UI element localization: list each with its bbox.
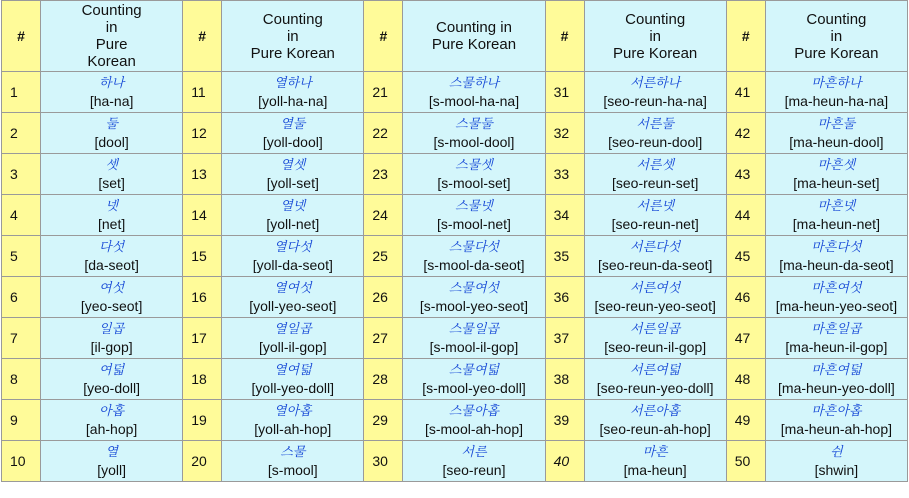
number-cell <box>726 318 765 359</box>
romanization: [s-mool-set] <box>437 174 511 191</box>
number-cell <box>545 195 584 236</box>
korean-word: 서른둘 <box>636 116 675 132</box>
korean-word: 스물 <box>280 444 306 460</box>
number-value: 50 <box>734 453 751 469</box>
korean-word: 스물하나 <box>448 75 500 91</box>
word-cell <box>403 236 545 277</box>
header-number-cell: # <box>364 1 403 72</box>
korean-word: 마흔둘 <box>817 116 856 132</box>
number-value: 27 <box>372 330 388 346</box>
word-cell <box>222 195 364 236</box>
romanization: [seo-reun-il-gop] <box>604 338 707 355</box>
romanization: [seo-reun-da-seot] <box>597 256 713 273</box>
header-title-line: in <box>105 19 118 36</box>
word-cell <box>222 113 364 154</box>
number-value: 45 <box>734 248 751 264</box>
korean-word: 열일곱 <box>273 321 312 337</box>
number-cell <box>183 400 222 441</box>
number-cell <box>183 441 222 482</box>
romanization: [dool] <box>94 133 129 150</box>
number-cell <box>545 359 584 400</box>
word-cell <box>584 113 726 154</box>
romanization: [s-mool-il-gop] <box>429 338 519 355</box>
word-cell <box>584 195 726 236</box>
korean-word: 마흔여덟 <box>811 362 862 378</box>
header-title-cell <box>41 1 183 72</box>
header-title-line: in <box>286 27 299 45</box>
romanization: [ma-heun-ah-hop] <box>780 420 893 437</box>
number-value: 25 <box>372 248 388 264</box>
word-cell <box>403 113 545 154</box>
korean-word: 다섯 <box>99 239 125 255</box>
number-value: 42 <box>734 125 751 141</box>
header-number-cell: # <box>183 1 222 72</box>
romanization: [set] <box>98 174 125 191</box>
number-cell <box>364 400 403 441</box>
number-value: 14 <box>191 207 207 223</box>
number-value: 39 <box>553 412 570 428</box>
number-value: 38 <box>553 371 570 387</box>
romanization: [net] <box>97 215 126 232</box>
number-cell <box>183 72 222 113</box>
romanization: [seo-reun-net] <box>611 215 699 232</box>
number-value: 30 <box>372 453 388 469</box>
korean-word: 여덟 <box>99 362 125 378</box>
romanization: [yeo-seot] <box>80 297 143 314</box>
header-title-line: Pure <box>95 36 128 53</box>
korean-word: 서른여덟 <box>630 362 681 378</box>
word-cell <box>222 359 364 400</box>
header-number-cell: # <box>2 1 41 72</box>
word-cell <box>584 236 726 277</box>
romanization: [ma-heun-net] <box>792 215 880 232</box>
number-cell <box>545 277 584 318</box>
romanization: [ah-hop] <box>85 420 138 437</box>
korean-word: 일곱 <box>99 321 125 337</box>
number-cell <box>726 195 765 236</box>
romanization: [yeo-doll] <box>83 379 141 396</box>
romanization: [ma-heun] <box>623 461 687 478</box>
word-cell <box>765 236 907 277</box>
korean-word: 스물일곱 <box>448 321 500 337</box>
word-cell <box>403 359 545 400</box>
word-cell <box>765 154 907 195</box>
romanization: [yoll-da-seot] <box>252 256 333 273</box>
romanization: [yoll-ha-na] <box>258 92 328 109</box>
number-value: 11 <box>191 84 206 100</box>
romanization: [seo-reun-ha-na] <box>603 92 707 109</box>
number-cell <box>2 277 41 318</box>
number-cell <box>726 441 765 482</box>
word-cell <box>765 277 907 318</box>
word-cell <box>222 441 364 482</box>
table-row <box>2 400 908 441</box>
table-row <box>2 113 908 154</box>
korean-word: 스물둘 <box>455 116 493 132</box>
table-row <box>2 318 908 359</box>
number-cell <box>2 441 41 482</box>
number-value: 1 <box>10 84 18 100</box>
word-cell <box>41 400 183 441</box>
korean-word: 서른하나 <box>630 75 681 91</box>
number-cell <box>364 113 403 154</box>
table-row <box>2 154 908 195</box>
number-cell <box>726 154 765 195</box>
number-cell <box>545 441 584 482</box>
word-cell <box>41 441 183 482</box>
number-value: 48 <box>734 371 751 387</box>
number-cell <box>2 195 41 236</box>
number-value: 2 <box>10 125 18 141</box>
number-cell <box>545 113 584 154</box>
romanization: [yoll] <box>97 461 126 478</box>
table-row <box>2 359 908 400</box>
number-value: 44 <box>734 207 751 223</box>
romanization: [shwin] <box>814 461 859 478</box>
romanization: [yoll-yeo-doll] <box>251 379 335 396</box>
header-title-cell <box>403 1 545 72</box>
number-cell <box>183 236 222 277</box>
romanization: [ma-heun-dool] <box>789 133 884 150</box>
number-value: 29 <box>372 412 388 428</box>
korean-word: 서른여섯 <box>630 280 681 296</box>
number-cell <box>726 113 765 154</box>
number-cell <box>726 277 765 318</box>
word-cell <box>765 113 907 154</box>
header-title-line: in <box>649 27 662 45</box>
word-cell <box>765 441 907 482</box>
word-cell <box>41 113 183 154</box>
word-cell <box>41 318 183 359</box>
number-cell <box>364 154 403 195</box>
number-cell <box>364 441 403 482</box>
header-title-cell <box>222 1 364 72</box>
word-cell <box>41 72 183 113</box>
romanization: [s-mool-yeo-seot] <box>419 297 529 314</box>
word-cell <box>403 154 545 195</box>
number-cell <box>364 72 403 113</box>
number-cell <box>545 318 584 359</box>
number-cell <box>364 195 403 236</box>
korean-word: 서른아홉 <box>630 403 681 419</box>
number-cell <box>545 400 584 441</box>
romanization: [ma-heun-il-gop] <box>785 338 888 355</box>
word-cell <box>765 359 907 400</box>
number-value: 49 <box>734 412 751 428</box>
number-cell <box>726 359 765 400</box>
word-cell <box>765 318 907 359</box>
korean-word: 둘 <box>105 116 118 132</box>
word-cell <box>765 400 907 441</box>
number-value: 41 <box>734 84 751 100</box>
header-title-line: Counting <box>625 10 686 28</box>
korean-word: 스물아홉 <box>448 403 500 419</box>
romanization: [s-mool-ah-hop] <box>424 420 523 437</box>
word-cell <box>222 72 364 113</box>
header-title-line: in <box>830 27 843 45</box>
word-cell <box>403 72 545 113</box>
romanization: [seo-reun-set] <box>611 174 699 191</box>
number-value: 3 <box>10 166 18 182</box>
word-cell <box>222 154 364 195</box>
number-value: 22 <box>372 125 388 141</box>
korean-word: 마흔여섯 <box>811 280 862 296</box>
number-cell <box>726 236 765 277</box>
number-value: 43 <box>734 166 751 182</box>
table-row <box>2 72 908 113</box>
korean-word: 열아홉 <box>273 403 312 419</box>
word-cell <box>403 195 545 236</box>
korean-word: 열넷 <box>280 198 306 214</box>
number-cell <box>364 277 403 318</box>
word-cell <box>41 154 183 195</box>
romanization: [yoll-yeo-seot] <box>249 297 337 314</box>
romanization: [s-mool] <box>267 461 318 478</box>
number-value: 24 <box>372 207 388 223</box>
korean-word: 마흔하나 <box>811 75 862 91</box>
number-cell <box>2 359 41 400</box>
korean-word: 서른다섯 <box>630 239 681 255</box>
number-value: 15 <box>191 248 207 264</box>
number-cell <box>545 72 584 113</box>
romanization: [da-seot] <box>84 256 139 273</box>
korean-word: 스물넷 <box>455 198 493 214</box>
number-value: 5 <box>10 248 18 264</box>
korean-word: 서른 <box>461 444 487 460</box>
number-value: 47 <box>734 330 751 346</box>
number-value: 23 <box>372 166 388 182</box>
header-title-line: Counting in <box>436 19 512 36</box>
word-cell <box>403 277 545 318</box>
header-row <box>2 1 908 72</box>
number-value: 19 <box>191 412 207 428</box>
number-value: 7 <box>10 330 18 346</box>
korean-word: 아홉 <box>99 403 125 419</box>
romanization: [s-mool-net] <box>437 215 511 232</box>
number-value: 36 <box>553 289 570 305</box>
number-cell <box>2 154 41 195</box>
number-cell <box>364 359 403 400</box>
romanization: [ma-heun-ha-na] <box>784 92 889 109</box>
number-cell <box>2 318 41 359</box>
number-cell <box>2 400 41 441</box>
number-value: 35 <box>553 248 570 264</box>
word-cell <box>584 400 726 441</box>
romanization: [seo-reun-ah-hop] <box>599 420 711 437</box>
header-number-cell: # <box>545 1 584 72</box>
number-value: 4 <box>10 207 18 223</box>
number-cell <box>183 113 222 154</box>
number-value: 16 <box>191 289 207 305</box>
number-cell <box>183 195 222 236</box>
romanization: [seo-reun-yeo-seot] <box>594 297 716 314</box>
korean-word: 스물셋 <box>455 157 493 173</box>
romanization: [yoll-net] <box>266 215 320 232</box>
number-cell <box>183 359 222 400</box>
header-title-line: Pure Korean <box>613 44 698 62</box>
number-cell <box>545 236 584 277</box>
word-cell <box>41 236 183 277</box>
korean-word: 열 <box>105 444 118 460</box>
word-cell <box>584 277 726 318</box>
header-number-cell: # <box>726 1 765 72</box>
table-row <box>2 195 908 236</box>
korean-word: 열셋 <box>280 157 306 173</box>
korean-word: 마흔다섯 <box>811 239 862 255</box>
word-cell <box>41 277 183 318</box>
romanization: [yoll-il-gop] <box>258 338 327 355</box>
number-cell <box>726 72 765 113</box>
korean-word: 마흔넷 <box>817 198 856 214</box>
header-title-line: Counting <box>262 10 323 28</box>
romanization: [s-mool-yeo-doll] <box>422 379 526 396</box>
number-cell <box>2 236 41 277</box>
korean-word: 마흔일곱 <box>811 321 862 337</box>
korean-word: 열여덟 <box>273 362 312 378</box>
header-title-cell <box>584 1 726 72</box>
number-cell <box>364 318 403 359</box>
romanization: [s-mool-da-seot] <box>423 256 525 273</box>
number-value: 18 <box>191 371 207 387</box>
number-cell <box>2 72 41 113</box>
word-cell <box>222 400 364 441</box>
romanization: [seo-reun-yeo-doll] <box>596 379 714 396</box>
romanization: [il-gop] <box>90 338 133 355</box>
korean-word: 하나 <box>99 75 125 91</box>
header-title-cell <box>765 1 907 72</box>
romanization: [yoll-ah-hop] <box>254 420 332 437</box>
header-title-line: Counting <box>806 10 867 28</box>
number-value: 40 <box>553 453 570 469</box>
number-value: 31 <box>553 84 570 100</box>
number-value: 21 <box>372 84 388 100</box>
word-cell <box>403 318 545 359</box>
number-value: 6 <box>10 289 18 305</box>
romanization: [ha-na] <box>89 92 134 109</box>
korean-word: 열하나 <box>273 75 312 91</box>
word-cell <box>765 72 907 113</box>
number-value: 10 <box>10 453 26 469</box>
number-cell <box>183 154 222 195</box>
korean-word: 마흔아홉 <box>811 403 862 419</box>
number-cell <box>726 400 765 441</box>
romanization: [seo-reun] <box>442 461 506 478</box>
number-value: 26 <box>372 289 388 305</box>
korean-word: 스물여섯 <box>448 280 500 296</box>
word-cell <box>41 359 183 400</box>
number-value: 17 <box>191 330 207 346</box>
korean-word: 열다섯 <box>273 239 312 255</box>
number-value: 34 <box>553 207 570 223</box>
header-title-line: Pure Korean <box>431 36 517 53</box>
word-cell <box>222 277 364 318</box>
romanization: [yoll-set] <box>266 174 319 191</box>
korean-word: 여섯 <box>99 280 125 296</box>
romanization: [s-mool-dool] <box>433 133 515 150</box>
number-value: 28 <box>372 371 388 387</box>
word-cell <box>584 72 726 113</box>
word-cell <box>584 154 726 195</box>
number-value: 37 <box>553 330 570 346</box>
korean-word: 서른셋 <box>636 157 675 173</box>
korean-word: 마흔 <box>642 444 668 460</box>
number-cell <box>183 318 222 359</box>
korean-word: 쉰 <box>830 444 843 460</box>
korean-word: 넷 <box>105 198 118 214</box>
romanization: [ma-heun-set] <box>793 174 880 191</box>
header-title-line: Korean <box>87 53 136 70</box>
number-value: 46 <box>734 289 751 305</box>
number-cell <box>364 236 403 277</box>
word-cell <box>222 318 364 359</box>
korean-word: 서른일곱 <box>630 321 681 337</box>
korean-word: 열여섯 <box>273 280 312 296</box>
romanization: [ma-heun-yeo-seot] <box>775 297 898 314</box>
word-cell <box>41 195 183 236</box>
number-value: 13 <box>191 166 207 182</box>
word-cell <box>403 400 545 441</box>
header-title-line: Pure Korean <box>250 44 335 62</box>
romanization: [ma-heun-yeo-doll] <box>778 379 895 396</box>
number-value: 8 <box>10 371 18 387</box>
korean-word: 마흔셋 <box>817 157 856 173</box>
number-value: 20 <box>191 453 207 469</box>
romanization: [ma-heun-da-seot] <box>779 256 894 273</box>
word-cell <box>403 441 545 482</box>
header-title-line: Counting <box>81 2 142 19</box>
number-value: 9 <box>10 412 18 428</box>
table-row <box>2 236 908 277</box>
word-cell <box>765 195 907 236</box>
korean-word: 셋 <box>105 157 118 173</box>
word-cell <box>584 441 726 482</box>
korean-word: 스물다섯 <box>448 239 500 255</box>
header-title-line: Pure Korean <box>794 44 879 62</box>
number-cell <box>183 277 222 318</box>
table-body <box>2 1 908 482</box>
table-row <box>2 441 908 482</box>
word-cell <box>584 318 726 359</box>
romanization: [yoll-dool] <box>262 133 323 150</box>
korean-word: 열둘 <box>280 116 306 132</box>
number-cell <box>2 113 41 154</box>
romanization: [s-mool-ha-na] <box>428 92 520 109</box>
table-row <box>2 277 908 318</box>
word-cell <box>584 359 726 400</box>
word-cell <box>222 236 364 277</box>
number-value: 32 <box>553 125 570 141</box>
korean-counting-table <box>1 0 908 482</box>
korean-word: 스물여덟 <box>448 362 500 378</box>
korean-word: 서른넷 <box>636 198 675 214</box>
number-cell <box>545 154 584 195</box>
number-value: 12 <box>191 125 207 141</box>
romanization: [seo-reun-dool] <box>608 133 703 150</box>
number-value: 33 <box>553 166 570 182</box>
